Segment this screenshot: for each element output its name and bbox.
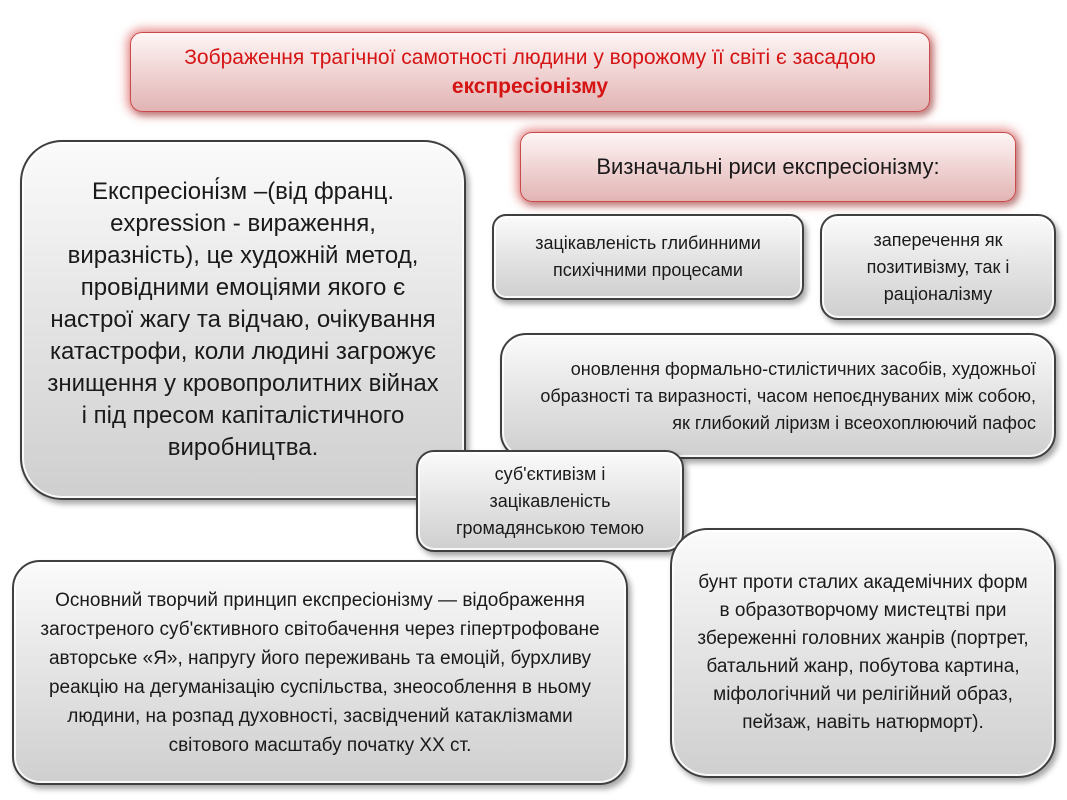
definition-box (20, 140, 466, 500)
feature-item-depth-psychology (492, 214, 804, 300)
title-box (130, 32, 930, 112)
definition-text: Експресіоні́зм –(від франц. expression - вираження, виразність), це художній метод, провідними емоціями якого є настрої жагу та відчаю, очікування катастрофи, коли людині загрожує знищення у кровопролитних війнах і під пресом капіталістичного виробництва. (47, 178, 439, 461)
features-heading-box (520, 132, 1016, 202)
feature-item-subjectivism (416, 450, 684, 552)
features-heading: Визначальні риси експресіонізму: (596, 154, 940, 179)
principle-text: Основний творчий принцип експресіонізму — відображення загостреного суб'єктивного світобачення через гіпертрофоване авторське «Я», напругу його переживань та емоцій, бурхливу реакцію на дегуманізацію суспільства, знеособлення в ньому людини, на розпад духовності, засвідчений катаклізмами світового масштабу початку ХХ ст. (40, 589, 600, 756)
title-main-text: Зображення трагічної самотності людини у ворожому її світі є засадою (184, 46, 876, 69)
title-emphasis: експресіонізму (451, 75, 609, 98)
feature-item-formal-renewal (500, 333, 1056, 459)
feature-item-text: оновлення формально-стилістичних засобів, художньої образності та виразності, часом непоєднуваних між собою, як глибокий ліризм і всеохоплюючий пафос (540, 358, 1036, 433)
principle-box (12, 560, 628, 785)
feature-item-text: зацікавленість глибинними психічними процесами (535, 233, 761, 280)
feature-item-text: заперечення як позитивізму, так і раціоналізму (866, 229, 1010, 304)
feature-item-text: бунт проти сталих академічних форм в образотворчому мистецтві при збереженні головних жанрів (портрет, батальний жанр, побутова картина, міфологічний чи релігійний образ, пейзаж, навіть натюрморт). (697, 572, 1029, 733)
feature-item-text: суб'єктивізм і зацікавленість громадянською темою (455, 463, 645, 538)
feature-item-rebellion (670, 528, 1056, 778)
feature-item-negation (820, 214, 1056, 320)
title-text (131, 43, 929, 101)
